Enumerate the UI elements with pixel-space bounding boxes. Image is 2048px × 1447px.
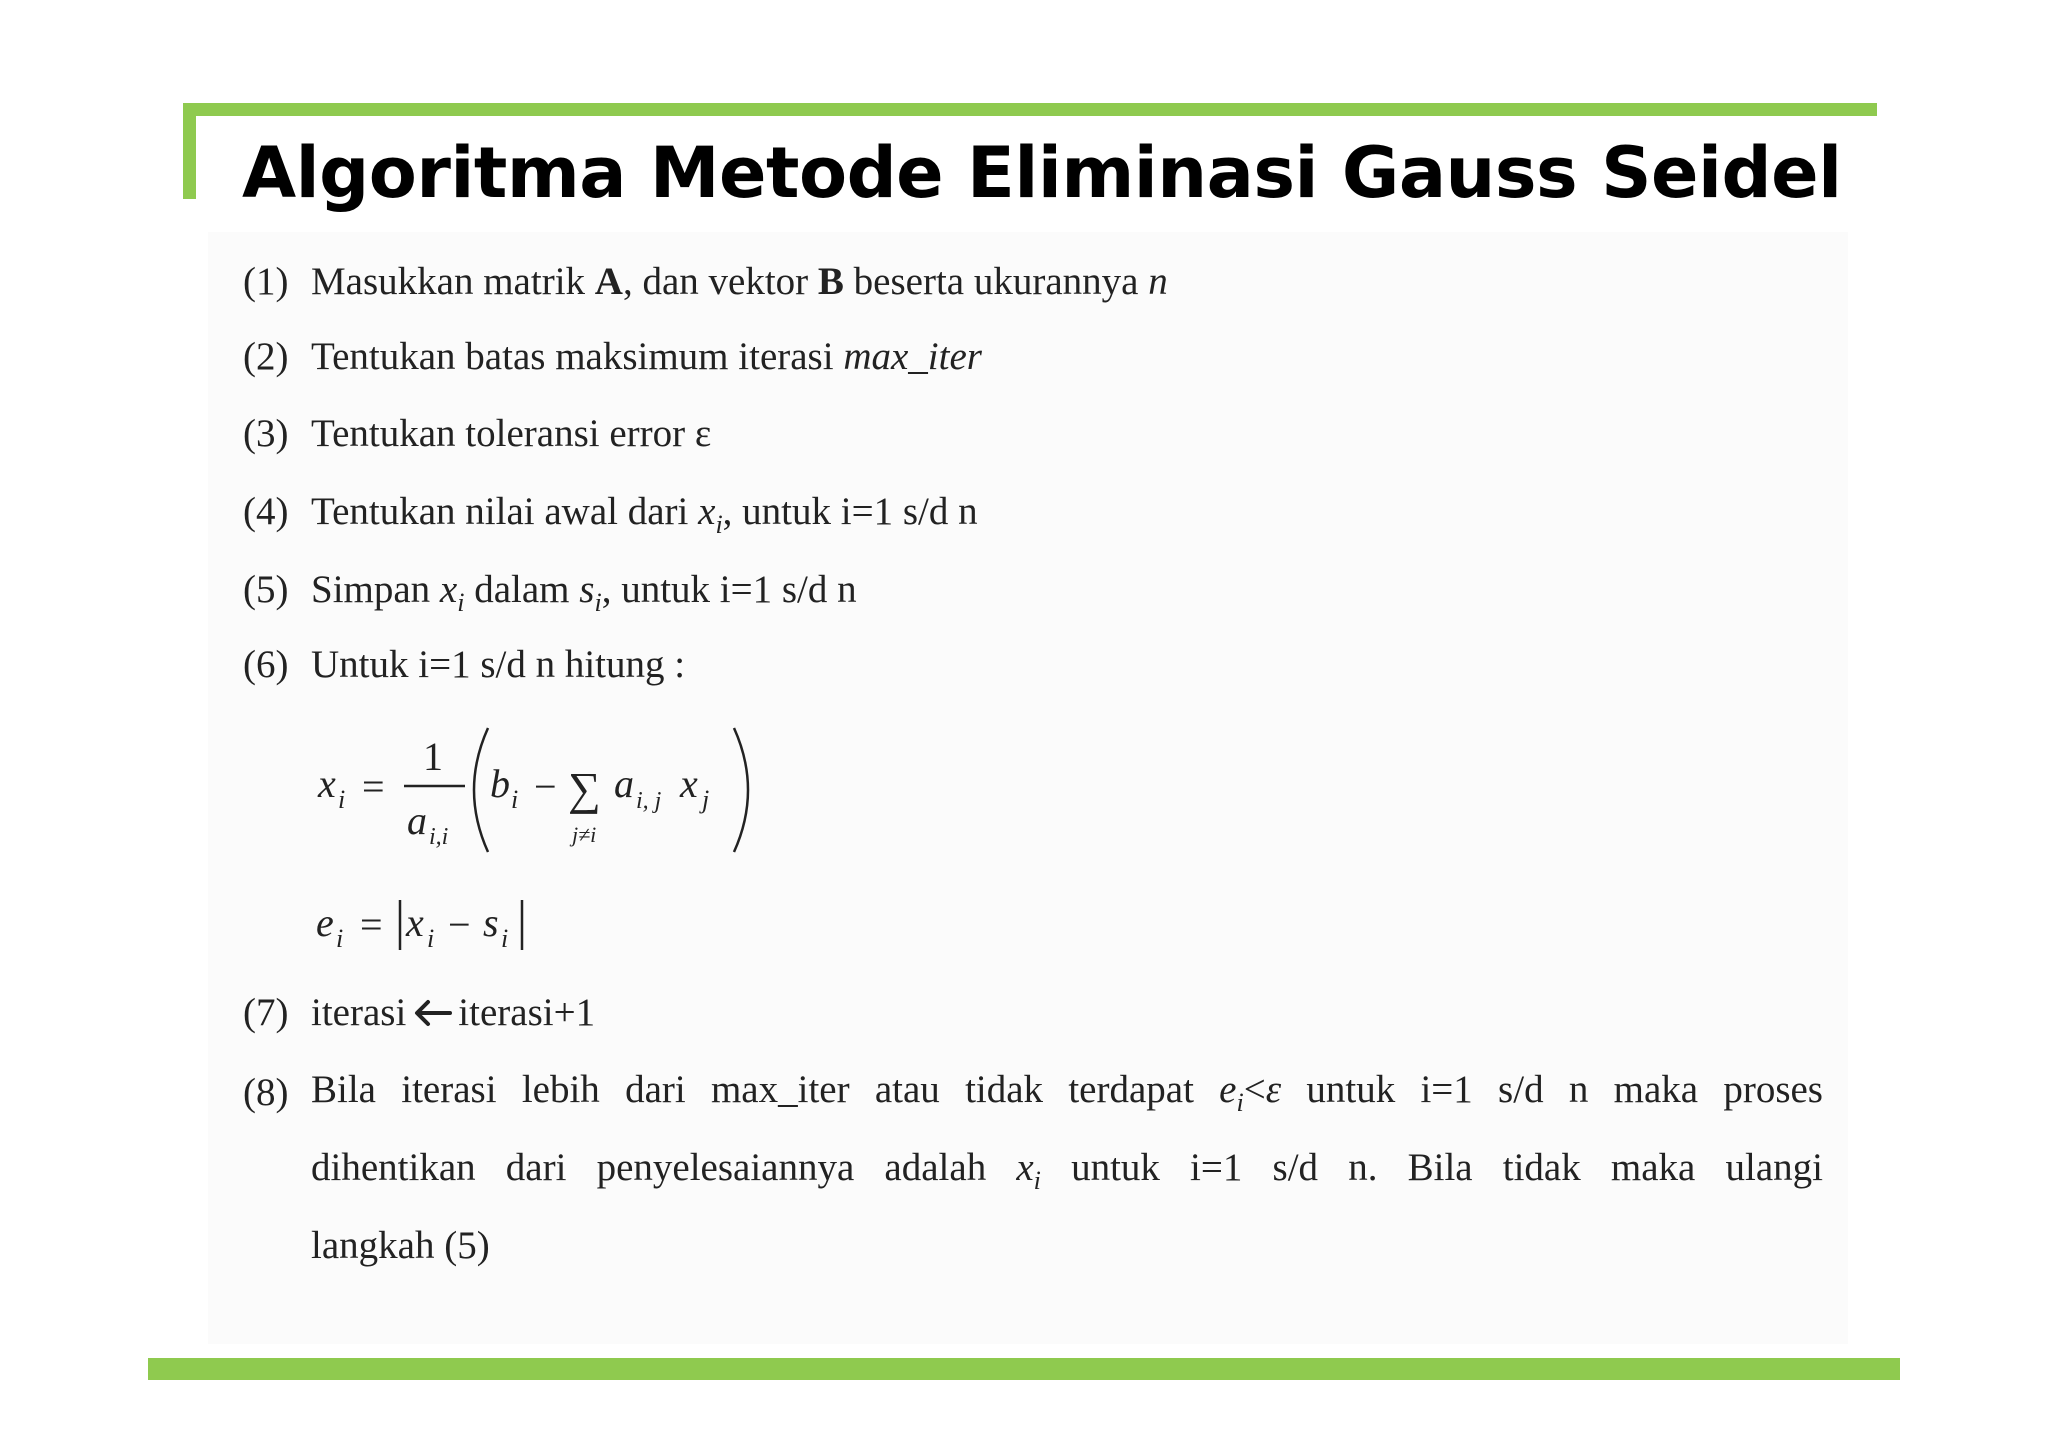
step-8-line-2 [311,1148,1823,1195]
step-text: dihentikan dari penyelesaiannya adalah [311,1146,1017,1189]
formula-x-sub: j [702,785,710,814]
step-text: , untuk i=1 s/d n [601,568,857,611]
step-text: Tentukan toleransi error ε [311,412,712,455]
err-s: s [483,900,499,945]
step-number: (1) [243,260,289,303]
left-arrow-icon [412,998,452,1028]
step-text: untuk i=1 s/d n maka proses [1281,1068,1823,1111]
left-accent-bar [183,103,196,199]
err-s-sub: i [501,924,509,953]
subscript: i [594,587,602,617]
step-text: iterasi [311,991,407,1034]
gauss-seidel-formula [310,720,770,870]
sigma-subscript: j≠i [572,822,597,847]
step-text: Tentukan batas maksimum iterasi [311,335,844,378]
subscript: i [715,509,723,539]
less-than: < [1243,1068,1266,1111]
var-x: x [439,568,458,611]
step-6 [243,645,685,684]
error-formula [310,892,570,962]
top-accent-bar [183,103,1877,116]
formula-x: x [680,761,698,806]
step-text: , untuk i=1 s/d n [722,490,978,533]
step-7 [243,993,595,1032]
subscript: i [1033,1165,1041,1195]
step-2 [243,337,982,376]
left-paren [474,728,488,852]
var-s: s [579,568,595,611]
step-number: (2) [243,335,289,378]
formula-numerator: 1 [423,734,443,779]
sigma-symbol: ∑ [568,763,601,814]
formula-equals: = [362,764,385,809]
step-5 [243,570,857,617]
var-e: e [1219,1068,1237,1111]
err-e-sub: i [336,924,344,953]
formula-lhs-sub: i [338,785,346,814]
err-x-sub: i [427,924,435,953]
matrix-a-label: A [594,260,623,303]
step-text: untuk i=1 s/d n. Bila tidak maka ulangi [1040,1146,1823,1189]
bottom-accent-bar [148,1358,1900,1380]
step-number: (8) [243,1071,289,1114]
step-text: beserta ukurannya [843,260,1149,303]
var-x: x [698,490,716,533]
step-3 [243,414,711,453]
step-text: Masukkan matrik [311,260,595,303]
formula-denom-sub: i,i [429,824,449,850]
formula-b: b [490,761,510,806]
err-minus: − [448,902,471,947]
subscript: i [1236,1087,1244,1117]
step-text: Tentukan nilai awal dari [311,490,699,533]
size-n-label: n [1148,260,1168,303]
subscript: i [457,587,465,617]
step-number: (6) [243,643,289,686]
formula-lhs-x: x [318,761,336,806]
err-x: x [406,900,424,945]
step-number: (7) [243,991,289,1034]
step-8-line-1 [311,1070,1823,1117]
step-4 [243,492,978,539]
step-1 [243,262,1168,301]
step-text: Untuk i=1 s/d n hitung : [311,643,686,686]
step-number: (4) [243,490,289,533]
err-equals: = [360,902,383,947]
err-e: e [316,900,334,945]
max-iter-label: max_iter [843,335,982,378]
formula-denom-a: a [407,798,427,843]
formula-minus: − [534,764,557,809]
formula-a-sub: i, j [636,788,662,814]
slide-title: Algoritma Metode Eliminasi Gauss Seidel [242,132,1842,214]
vector-b-label: B [817,260,844,303]
step-number: (5) [243,568,289,611]
step-text: Bila iterasi lebih dari max_iter atau tidak terdapat [311,1068,1220,1111]
step-text: iterasi+1 [458,991,596,1034]
var-x: x [1016,1146,1034,1189]
step-text: Simpan [311,568,440,611]
formula-a: a [614,761,634,806]
step-text: dalam [464,568,580,611]
step-text: , dan vektor [622,260,818,303]
step-8-line-3: langkah (5) [311,1224,490,1267]
formula-b-sub: i [511,785,519,814]
epsilon: ε [1265,1068,1282,1111]
step-number: (3) [243,412,289,455]
right-paren [734,728,748,852]
